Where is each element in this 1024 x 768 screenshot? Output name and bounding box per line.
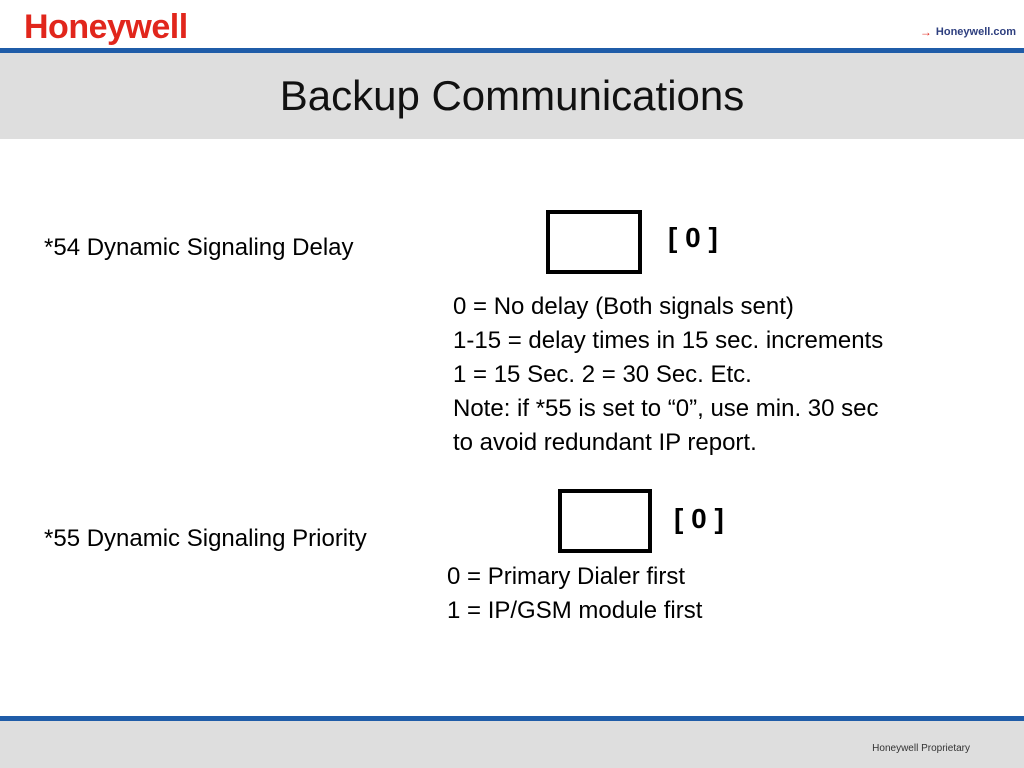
setting-55-value: [ 0 ] (674, 503, 724, 534)
description-line: 0 = Primary Dialer first (447, 563, 686, 590)
title-band (0, 53, 1024, 139)
setting-54-description (453, 290, 883, 460)
page-title: Backup Communications (279, 72, 745, 119)
honeywell-com-link[interactable] (920, 25, 1016, 39)
setting-54-value: [ 0 ] (668, 222, 718, 253)
description-line: 1 = IP/GSM module first (447, 597, 703, 624)
description-line: 0 = No delay (Both signals sent) (453, 293, 794, 320)
description-line: 1-15 = delay times in 15 sec. increments (453, 327, 884, 354)
honeywell-com-link-label: Honeywell.com (935, 26, 1016, 38)
setting-55-description (447, 560, 702, 628)
description-line: 1 = 15 Sec. 2 = 30 Sec. Etc. (453, 361, 752, 388)
description-line: to avoid redundant IP report. (453, 429, 757, 456)
description-line: Note: if *55 is set to “0”, use min. 30 sec (453, 395, 879, 422)
footer-band (0, 721, 1024, 768)
honeywell-logo: Honeywell (24, 8, 188, 46)
footer-proprietary-text: Honeywell Proprietary (872, 743, 970, 754)
setting-55-label: *55 Dynamic Signaling Priority (44, 525, 367, 552)
setting-55-entry-box[interactable] (558, 489, 652, 553)
arrow-right-icon: → (919, 25, 932, 39)
setting-54-label: *54 Dynamic Signaling Delay (44, 234, 354, 261)
setting-54-entry-box[interactable] (546, 210, 642, 274)
